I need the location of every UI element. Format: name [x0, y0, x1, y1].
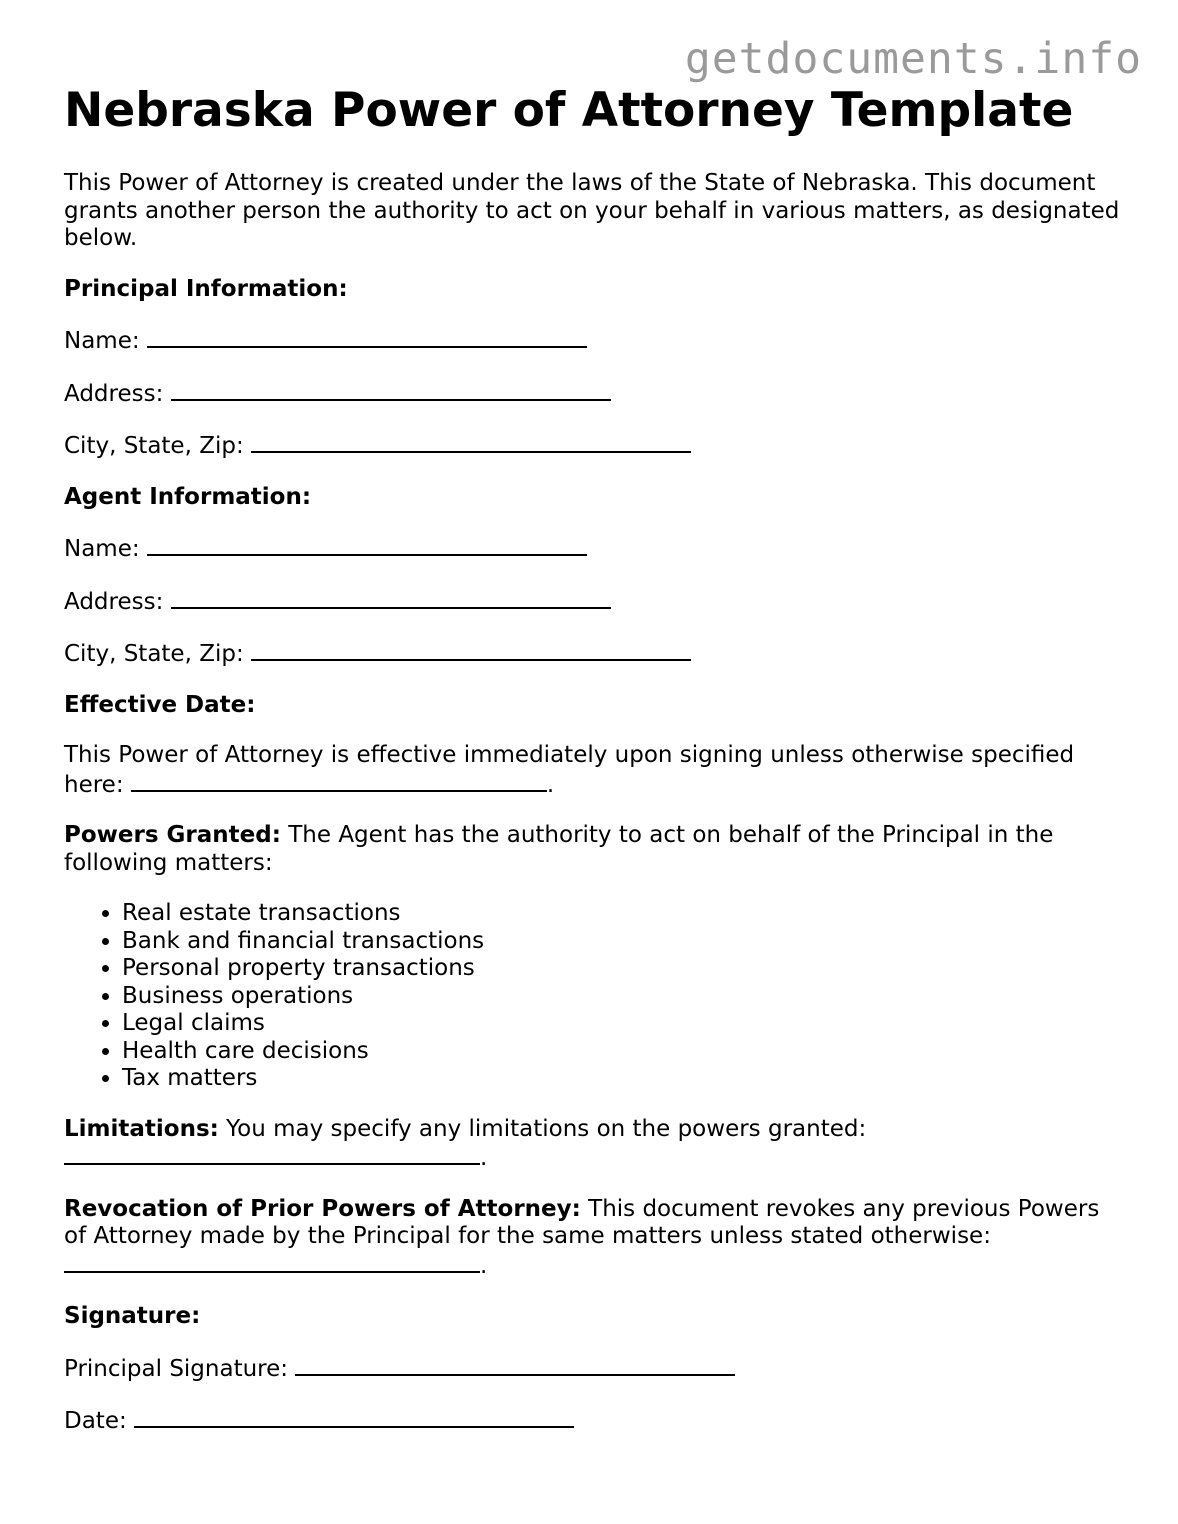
agent-address-label: Address: [64, 588, 164, 615]
limitations-period: . [480, 1145, 488, 1171]
effective-period: . [546, 771, 555, 798]
principal-signature-label: Principal Signature: [64, 1355, 289, 1382]
document-title: Nebraska Power of Attorney Template [64, 83, 1074, 138]
agent-address-blank[interactable] [171, 587, 611, 609]
list-item: • Health care decisions [122, 1038, 1124, 1066]
limitations-blank-row [64, 1143, 1124, 1173]
agent-heading: Agent Information: [64, 483, 312, 510]
effective-date-blank[interactable] [131, 770, 547, 792]
document-page [64, 82, 1124, 1436]
powers-text: The Agent has the authority to act on behalf of the Principal in the following matters: [64, 822, 1054, 876]
revocation-blank-row [64, 1251, 1124, 1281]
list-item: • Legal claims [122, 1010, 1124, 1038]
signature-heading: Signature: [64, 1303, 201, 1329]
list-item: • Bank and financial transactions [122, 928, 1124, 956]
intro-paragraph: This Power of Attorney is created under the laws of the State of Nebraska. This document grants another person the authority to act on your behalf in various matters, as designated below. [64, 170, 1120, 251]
principal-signature-row [64, 1354, 1124, 1384]
list-item: • Tax matters [122, 1065, 1124, 1093]
agent-name-blank[interactable] [147, 534, 587, 556]
limitations-blank[interactable] [64, 1143, 480, 1165]
limitations-text: You may specify any limitations on the powers granted: [226, 1115, 867, 1142]
principal-address-label: Address: [64, 380, 164, 407]
principal-address-row [64, 379, 1124, 409]
principal-city-label: City, State, Zip: [64, 433, 244, 459]
effective-text: This Power of Attorney is effective immediately upon signing unless otherwise specified here: [64, 742, 1075, 798]
principal-name-row [64, 326, 1124, 356]
powers-label: Powers Granted: [64, 822, 281, 848]
powers-list [64, 900, 1124, 1093]
principal-name-blank[interactable] [147, 326, 587, 348]
principal-heading: Principal Information: [64, 275, 348, 302]
signature-date-label: Date: [64, 1408, 127, 1434]
agent-name-row [64, 534, 1124, 564]
principal-city-blank[interactable] [251, 431, 691, 453]
revocation-blank[interactable] [64, 1251, 480, 1273]
principal-name-label: Name: [64, 328, 140, 354]
signature-date-row [64, 1406, 1124, 1436]
revocation-paragraph [64, 1196, 1124, 1281]
list-item: • Personal property transactions [122, 955, 1124, 983]
watermark: getdocuments.info [684, 34, 1142, 84]
principal-address-blank[interactable] [171, 379, 611, 401]
revocation-label: Revocation of Prior Powers of Attorney: [64, 1195, 581, 1222]
powers-paragraph [64, 822, 1124, 877]
revocation-text: This document revokes any previous Powers of Attorney made by the Principal for the same matters unless stated otherwise: [64, 1195, 1100, 1249]
limitations-paragraph [64, 1116, 1124, 1173]
signature-date-blank[interactable] [134, 1406, 574, 1428]
agent-city-row [64, 639, 1124, 669]
revocation-period: . [480, 1252, 488, 1279]
principal-signature-blank[interactable] [295, 1354, 735, 1376]
effective-paragraph [64, 742, 1124, 799]
agent-city-label: City, State, Zip: [64, 641, 244, 667]
agent-name-label: Name: [64, 536, 140, 562]
limitations-label: Limitations: [64, 1115, 219, 1142]
list-item: • Business operations [122, 983, 1124, 1011]
agent-city-blank[interactable] [251, 639, 691, 661]
principal-city-row [64, 431, 1124, 461]
list-item: • Real estate transactions [122, 900, 1124, 928]
effective-heading: Effective Date: [64, 691, 256, 718]
agent-address-row [64, 587, 1124, 617]
